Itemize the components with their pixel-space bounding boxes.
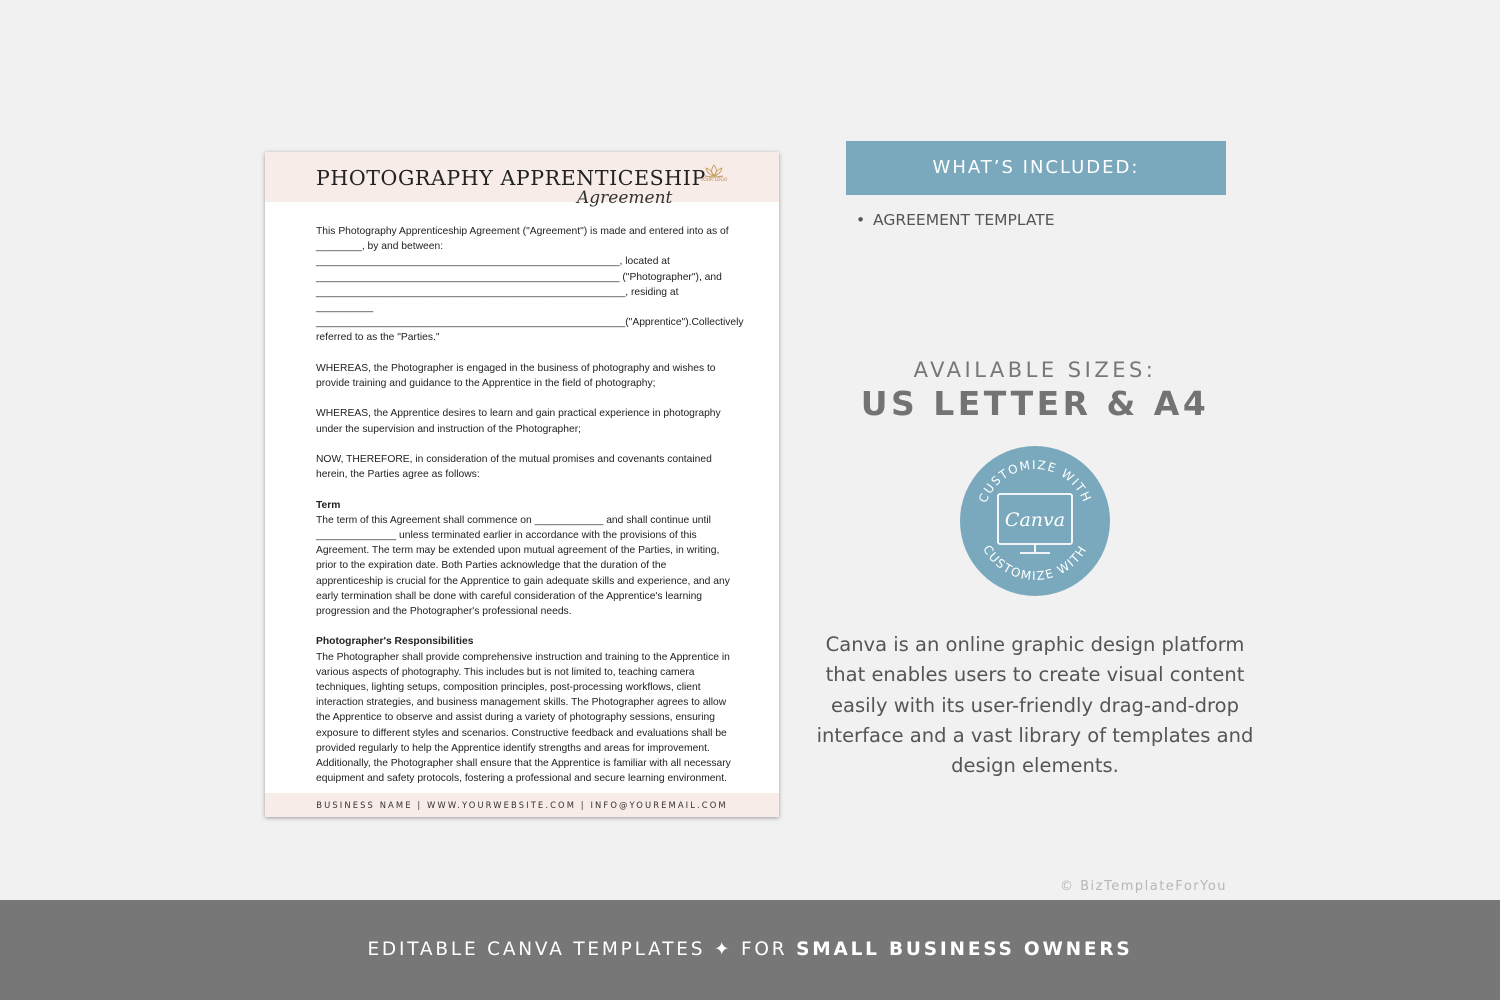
canva-logo-text: Canva xyxy=(1004,509,1066,531)
section-text: The term of this Agreement shall commence on ____________ and shall continue until ______________ unless terminated earlier in accordance with the provisions of this Agreement. The term may be extended upon mutual agreement of the Parties, in writing, prior to the expiration date. Both Parties acknowledge that the duration of the apprenticeship is crucial for the Apprentice to gain adequate skills and experience, and any early termination shall be done with careful consideration of the Apprentice's learning progression and the Photographer's professional needs. xyxy=(316,514,730,618)
bottom-banner xyxy=(0,900,1500,1000)
whats-included-banner: WHAT’S INCLUDED: xyxy=(846,141,1226,195)
document-title: PHOTOGRAPHY APPRENTICESHIP xyxy=(316,166,706,190)
document-footer: BUSINESS NAME | WWW.YOURWEBSITE.COM | INFO@YOUREMAIL.COM xyxy=(265,793,779,817)
document-preview xyxy=(265,152,779,817)
section-responsibilities xyxy=(316,634,732,786)
included-list xyxy=(856,211,1055,229)
logo-text: YOUR LOGO xyxy=(700,178,728,183)
bullet-icon: • xyxy=(856,211,866,229)
section-heading: Term xyxy=(316,499,341,511)
badge-ring-text-top: CUSTOMIZE WITH xyxy=(975,457,1095,505)
bottom-banner-emphasis: SMALL BUSINESS OWNERS xyxy=(796,939,1133,960)
intro-paragraph: This Photography Apprenticeship Agreement ("Agreement") is made and entered into as of ________, by and between: _____________________________________________________, located at _____________________________________________________ ("Photographer"), and ______________________________________________________, residing at __________ ______________________________________________________("Apprentice").Collectively referred to as the "Parties." xyxy=(316,226,744,344)
canva-description: Canva is an online graphic design platform that enables users to create visual content easily with its user-friendly drag-and-drop interface and a vast library of templates and design elements. xyxy=(816,633,1254,778)
whereas-paragraph-1: WHEREAS, the Photographer is engaged in the business of photography and wishes to provide training and guidance to the Apprentice in the field of photography; xyxy=(316,362,716,390)
badge-ring-text-bottom: CUSTOMIZE WITH xyxy=(980,542,1090,584)
section-heading: Photographer's Responsibilities xyxy=(316,636,474,648)
copyright-text: © BizTemplateForYou xyxy=(1060,879,1228,894)
list-item-label: AGREEMENT TEMPLATE xyxy=(873,211,1055,229)
lotus-icon xyxy=(704,164,724,178)
therefore-paragraph: NOW, THEREFORE, in consideration of the mutual promises and covenants contained herein, the Parties agree as follows: xyxy=(316,454,712,481)
document-body xyxy=(316,224,744,802)
document-header xyxy=(265,152,779,208)
section-text: The Photographer shall provide comprehensive instruction and training to the Apprentice in various aspects of photography. This includes but is not limited to, teaching camera techniques, lighting setups, composition principles, post-processing workflows, client interaction strategies, and business management skills. The Photographer agrees to allow the Apprentice to observe and assist during a variety of photography sessions, ensuring exposure to different styles and scenarios. Constructive feedback and evaluations shall be provided regularly to help the Apprentice identify strengths and areas for improvement. Additionally, the Photographer shall ensure that the Apprentice is familiar with all necessary equipment and safety protocols, fostering a professional and secure learning environment. xyxy=(316,651,731,785)
customize-with-canva-badge xyxy=(960,446,1110,596)
whereas-paragraph-2: WHEREAS, the Apprentice desires to learn and gain practical experience in photography under the supervision and instruction of the Photographer; xyxy=(316,408,721,435)
section-term xyxy=(316,498,732,620)
document-subtitle: Agreement xyxy=(577,188,673,208)
sizes-value: US LETTER & A4 xyxy=(860,384,1210,423)
logo xyxy=(700,164,728,184)
sizes-label: AVAILABLE SIZES: xyxy=(913,358,1157,382)
list-item xyxy=(856,211,1055,229)
bottom-banner-prefix: EDITABLE CANVA TEMPLATES ✦ FOR xyxy=(367,939,788,960)
